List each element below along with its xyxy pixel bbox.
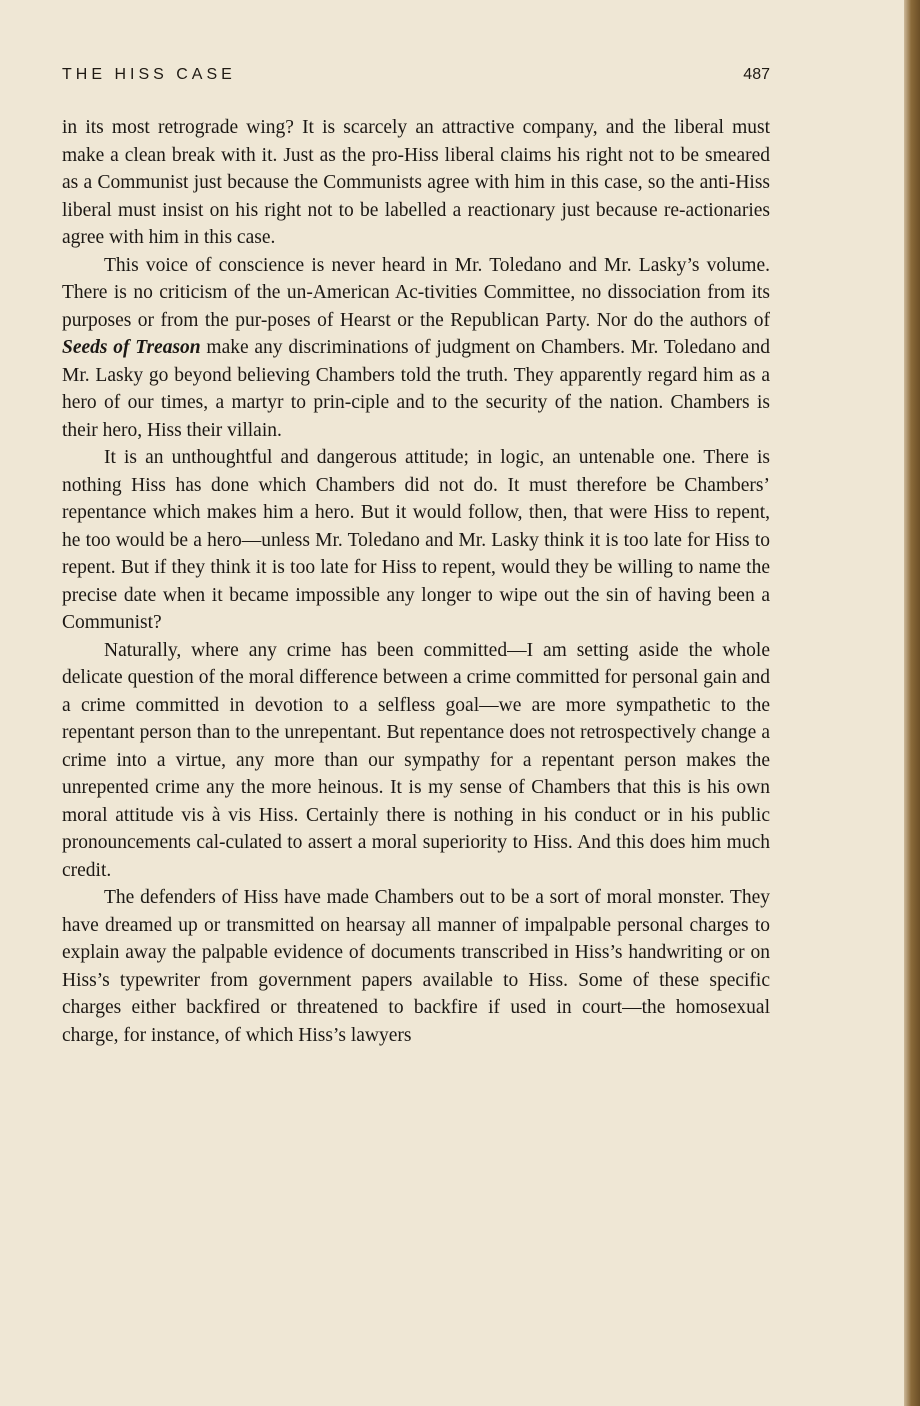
paragraph-2-after: make any discriminations of judgment on Chambers. Mr. Toledano and Mr. Lasky go beyond believing Chambers told the truth. They apparently regard him as a hero of our times, a martyr to prin-ciple and to the security of the nation. Chambers is their hero, Hiss their villain.	[62, 337, 770, 441]
paragraph-2	[62, 252, 770, 445]
running-head	[62, 66, 770, 90]
page-number: 487	[743, 66, 770, 83]
page-edge-shadow	[904, 0, 920, 1406]
paragraph-4: Naturally, where any crime has been committed—I am setting aside the whole delicate question of the moral difference between a crime committed for personal gain and a crime committed in devotion to a selfless goal—we are more sympathetic to the repentant person than to the unrepentant. But repentance does not retrospectively change a crime into a virtue, any more than our sympathy for a repentant person makes the unrepented crime any the more heinous. It is my sense of Chambers that this is his own moral attitude vis à vis Hiss. Certainly there is nothing in his conduct or in his public pronouncements cal-culated to assert a moral superiority to Hiss. And this does him much credit.	[62, 639, 770, 881]
paragraph-5: The defenders of Hiss have made Chambers out to be a sort of moral monster. They have dreamed up or transmitted on hearsay all manner of impalpable personal charges to explain away the palpable evidence of documents transcribed in Hiss’s handwriting or on Hiss’s typewriter from government papers available to Hiss. Some of these specific charges either backfired or threatened to backfire if used in court—the homosexual charge, for instance, of which Hiss’s lawyers	[62, 887, 770, 1046]
body-text	[62, 114, 770, 1049]
book-title-seeds-of-treason: Seeds of Treason	[62, 337, 201, 358]
paragraph-2-before: This voice of conscience is never heard in Mr. Toledano and Mr. Lasky’s volume. There is no criticism of the un-American Ac-tivities Committee, no dissociation from its purposes or from the pur-poses of Hearst or the Republican Party. Nor do the authors of	[62, 254, 770, 331]
paragraph-3: It is an unthoughtful and dangerous attitude; in logic, an untenable one. There is nothing Hiss has done which Chambers did not do. It must therefore be Chambers’ repentance which makes him a hero. But it would follow, then, that were Hiss to repent, he too would be a hero—unless Mr. Toledano and Mr. Lasky think it is too late for Hiss to repent. But if they think it is too late for Hiss to repent, would they be willing to name the precise date when it became impossible any longer to wipe out the sin of having been a Communist?	[62, 447, 770, 633]
running-title: THE HISS CASE	[62, 66, 236, 83]
paragraph-1: in its most retrograde wing? It is scarcely an attractive company, and the liberal must make a clean break with it. Just as the pro-Hiss liberal claims his right not to be smeared as a Communist just because the Communists agree with him in this case, so the anti-Hiss liberal must insist on his right not to be labelled a reactionary just because re-actionaries agree with him in this case.	[62, 117, 770, 248]
